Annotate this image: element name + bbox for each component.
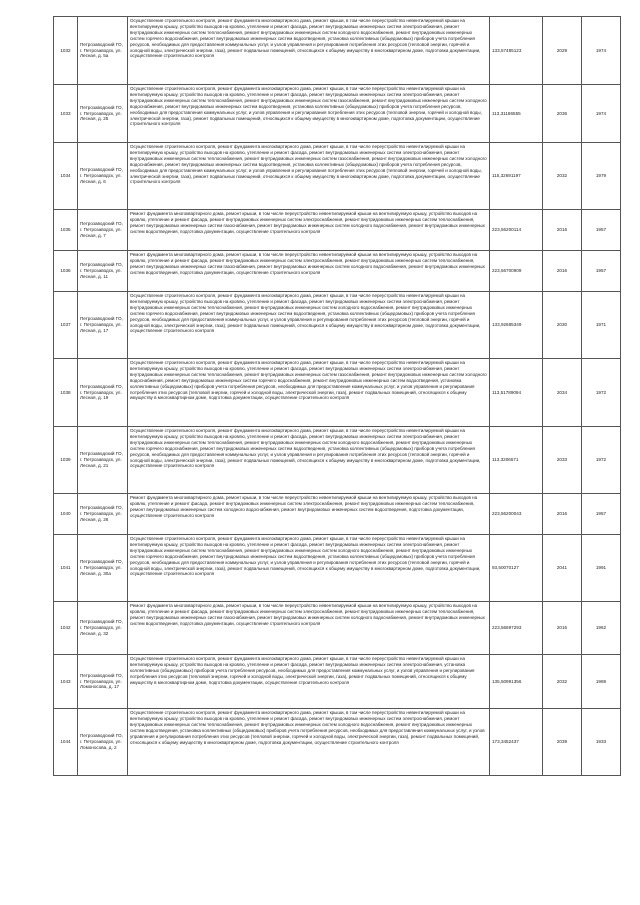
row-year-work: 2034 — [543, 359, 582, 427]
row-year-built: 1957 — [582, 494, 621, 535]
table-row — [54, 535, 621, 602]
row-year-work: 2033 — [543, 427, 582, 494]
row-works: Осуществление строительного контроля, ремонт фундамента многоквартирного дома, ремонт крыши, в том числе переустройство невентилируемой крыши на вентилируемую крышу, устройство выходов на кровлю, утепление и ремонт фасада, ремонт внутридомовых инженерных систем электроснабжения, установка коллективных (общедомовых) приборов учета потребления ресурсов, необходимых для предоставления коммунальных услуг, и узлов управления и регулирования потребления этих ресурсов (тепловой энергии, горячей и холодной воды, электрической энергии, газа), ремонт подвальных помещений, относящихся к общему имуществу в многоквартирном доме, подготовка документации, осуществление строительного контроля — [128, 655, 490, 709]
row-address: Петрозаводский ГО, г. Петрозаводск, ул. Лесная, д. 30а — [78, 535, 128, 602]
table-row — [54, 143, 621, 210]
row-address: Петрозаводский ГО, г. Петрозаводск, ул. Лесная, д. 32 — [78, 602, 128, 655]
row-cost: 223,56700909 — [490, 251, 543, 292]
row-year-work: 2016 — [543, 494, 582, 535]
table-body — [54, 17, 621, 776]
row-number: 1041 — [54, 535, 78, 602]
row-address: Петрозаводский ГО, г. Петрозаводск, ул. Лесная, д. 19 — [78, 359, 128, 427]
table-row — [54, 251, 621, 292]
row-year-work: 2016 — [543, 602, 582, 655]
row-address: Петрозаводский ГО, г. Петрозаводск, ул. Лесная, д. 7 — [78, 210, 128, 251]
row-number: 1034 — [54, 143, 78, 210]
row-works: Осуществление строительного контроля, ремонт фундамента многоквартирного дома, ремонт крыши, в том числе переустройство невентилируемой крыши на вентилируемую крышу, устройство выходов на кровлю, утепление и ремонт фасада, ремонт внутридомовых инженерных систем электроснабжения, ремонт внутридомовых инженерных систем теплоснабжения, ремонт внутридомовых инженерных систем холодного водоснабжения, ремонт внутридомовых инженерных систем горячего водоснабжения, ремонт внутридомовых инженерных систем водоотведения, установка коллективных (общедомовых) приборов учета потребления ресурсов, необходимых для предоставления коммунальных услуг, и узлов управления и регулирования потребления этих ресурсов (тепловой энергии, горячей и холодной воды, электрической энергии, газа), ремонт подвальных помещений, относящихся к общему имуществу в многоквартирном доме, подготовка документации, осуществление строительного контроля — [128, 292, 490, 359]
row-year-work: 2039 — [543, 709, 582, 776]
row-year-built: 1957 — [582, 210, 621, 251]
table-row — [54, 494, 621, 535]
row-year-built: 1971 — [582, 292, 621, 359]
table-row — [54, 17, 621, 85]
row-year-work: 2030 — [543, 292, 582, 359]
row-address: Петрозаводский ГО, г. Петрозаводск, ул. Ломоносова, д. 17 — [78, 655, 128, 709]
row-year-work: 2016 — [543, 210, 582, 251]
row-year-built: 1979 — [582, 143, 621, 210]
row-works: Ремонт фундамента многоквартирного дома, ремонт крыши, в том числе переустройство невентилируемой крыши на вентилируемую крышу, устройство выходов на кровлю, утепление и ремонт фасада, ремонт внутридомовых инженерных систем электроснабжения, ремонт внутридомовых инженерных систем теплоснабжения, ремонт внутридомовых инженерных систем газоснабжения, ремонт внутридомовых инженерных систем холодного водоснабжения, ремонт внутридомовых инженерных систем водоотведения, подготовка документации, осуществление строительного контроля — [128, 210, 490, 251]
row-number: 1040 — [54, 494, 78, 535]
row-works: Осуществление строительного контроля, ремонт фундамента многоквартирного дома, ремонт крыши, в том числе переустройство невентилируемой крыши на вентилируемую крышу, устройство выходов на кровлю, утепление и ремонт фасада, ремонт внутридомовых инженерных систем электроснабжения, ремонт внутридомовых инженерных систем теплоснабжения, ремонт внутридомовых инженерных систем холодного водоснабжения, ремонт внутридомовых инженерных систем горячего водоснабжения, ремонт внутридомовых инженерных систем водоотведения, установка коллективных (общедомовых) приборов учета потребления ресурсов, необходимых для предоставления коммунальных услуг, и узлов управления и регулирования потребления этих ресурсов (тепловой энергии, горячей и холодной воды, электрической энергии, газа), ремонт подвальных помещений, относящихся к общему имуществу в многоквартирном доме, подготовка документации, осуществление строительного контроля — [128, 17, 490, 85]
row-year-built: 1989 — [582, 655, 621, 709]
row-cost: 223,56200114 — [490, 210, 543, 251]
row-year-built: 1974 — [582, 17, 621, 85]
row-year-work: 2036 — [543, 85, 582, 143]
row-number: 1043 — [54, 655, 78, 709]
table-row — [54, 709, 621, 776]
row-number: 1038 — [54, 359, 78, 427]
row-works: Ремонт фундамента многоквартирного дома, ремонт крыши, в том числе переустройство невентилируемой крыши на вентилируемую крышу, устройство выходов на кровлю, утепление и ремонт фасада, ремонт внутридомовых инженерных систем электроснабжения, ремонт внутридомовых инженерных систем теплоснабжения, ремонт внутридомовых инженерных систем холодного водоснабжения, ремонт внутридомовых инженерных систем водоотведения, подготовка документации, осуществление строительного контроля — [128, 494, 490, 535]
table-row — [54, 655, 621, 709]
row-works: Осуществление строительного контроля, ремонт фундамента многоквартирного дома, ремонт крыши, в том числе переустройство невентилируемой крыши на вентилируемую крышу, устройство выходов на кровлю, утепление и ремонт фасада, ремонт внутридомовых инженерных систем электроснабжения, ремонт внутридомовых инженерных систем теплоснабжения, ремонт внутридомовых инженерных систем газоснабжения, ремонт внутридомовых инженерных систем холодного водоснабжения, ремонт внутридомовых инженерных систем водоотведения, установка коллективных (общедомовых) приборов учета потребления ресурсов, необходимых для предоставления коммунальных услуг, и узлов управления и регулирования потребления этих ресурсов (тепловой энергии, горячей и холодной воды, электрической энергии, газа), ремонт подвальных помещений, относящихся к общему имуществу в многоквартирном доме, подготовка документации, осуществление строительного контроля — [128, 85, 490, 143]
row-year-built: 1974 — [582, 85, 621, 143]
table-row — [54, 85, 621, 143]
row-cost: 133,57485123 — [490, 17, 543, 85]
row-address: Петрозаводский ГО, г. Петрозаводск, ул. Лесная, д. 5а — [78, 17, 128, 85]
row-number: 1042 — [54, 602, 78, 655]
row-number: 1035 — [54, 210, 78, 251]
row-year-built: 1991 — [582, 535, 621, 602]
row-cost: 113,31186555 — [490, 85, 543, 143]
row-year-built: 1972 — [582, 359, 621, 427]
row-number: 1044 — [54, 709, 78, 776]
row-works: Осуществление строительного контроля, ремонт фундамента многоквартирного дома, ремонт крыши, в том числе переустройство невентилируемой крыши на вентилируемую крышу, устройство выходов на кровлю, утепление и ремонт фасада, ремонт внутридомовых инженерных систем электроснабжения, ремонт внутридомовых инженерных систем теплоснабжения, ремонт внутридомовых инженерных систем холодного водоснабжения, ремонт внутридомовых инженерных систем горячего водоснабжения, ремонт внутридомовых инженерных систем водоотведения, установка коллективных (общедомовых) приборов учета потребления ресурсов, необходимых для предоставления коммунальных услуг, и узлов управления и регулирования потребления этих ресурсов (тепловой энергии, горячей и холодной воды, электрической энергии, газа), ремонт подвальных помещений, относящихся к общему имуществу в многоквартирном доме, подготовка документации, осуществление строительного контроля — [128, 535, 490, 602]
row-cost: 93,50070127 — [490, 535, 543, 602]
row-cost: 135,50991356 — [490, 655, 543, 709]
row-cost: 113,3206571 — [490, 427, 543, 494]
row-year-work: 2029 — [543, 17, 582, 85]
row-address: Петрозаводский ГО, г. Петрозаводск, ул. Ломоносова, д. 2 — [78, 709, 128, 776]
row-number: 1039 — [54, 427, 78, 494]
row-cost: 115,32691197 — [490, 143, 543, 210]
row-cost: 133,92685349 — [490, 292, 543, 359]
row-number: 1032 — [54, 17, 78, 85]
row-year-built: 1962 — [582, 602, 621, 655]
row-year-work: 2032 — [543, 655, 582, 709]
row-year-built: 1957 — [582, 251, 621, 292]
row-works: Осуществление строительного контроля, ремонт фундамента многоквартирного дома, ремонт крыши, в том числе переустройство невентилируемой крыши на вентилируемую крышу, устройство выходов на кровлю, утепление и ремонт фасада, ремонт внутридомовых инженерных систем электроснабжения, ремонт внутридомовых инженерных систем теплоснабжения, ремонт внутридомовых инженерных систем газоснабжения, ремонт внутридомовых инженерных систем холодного водоснабжения, ремонт внутридомовых инженерных систем водоотведения, установка коллективных (общедомовых) приборов учета потребления ресурсов, необходимых для предоставления коммунальных услуг, и узлов управления и регулирования потребления этих ресурсов (тепловой энергии, горячей и холодной воды, электрической энергии, газа), ремонт подвальных помещений, относящихся к общему имуществу в многоквартирном доме, подготовка документации, осуществление строительного контроля — [128, 143, 490, 210]
table-row — [54, 602, 621, 655]
table-row — [54, 359, 621, 427]
row-works: Осуществление строительного контроля, ремонт фундамента многоквартирного дома, ремонт крыши, в том числе переустройство невентилируемой крыши на вентилируемую крышу, устройство выходов на кровлю, утепление и ремонт фасада, ремонт внутридомовых инженерных систем электроснабжения, ремонт внутридомовых инженерных систем теплоснабжения, ремонт внутридомовых инженерных систем газоснабжения, ремонт внутридомовых инженерных систем холодного водоснабжения, ремонт внутридомовых инженерных систем горячего водоснабжения, ремонт внутридомовых инженерных систем водоотведения, установка коллективных (общедомовых) приборов учета потребления ресурсов, необходимых для предоставления коммунальных услуг, и узлов управления и регулирования потребления этих ресурсов (тепловой энергии, горячей и холодной воды, электрической энергии, газа), ремонт подвальных помещений, относящихся к общему имуществу в многоквартирном доме, подготовка документации, осуществление строительного контроля — [128, 359, 490, 427]
row-number: 1033 — [54, 85, 78, 143]
row-address: Петрозаводский ГО, г. Петрозаводск, ул. Лесная, д. 6 — [78, 143, 128, 210]
table-row — [54, 427, 621, 494]
row-year-work: 2016 — [543, 251, 582, 292]
row-year-built: 1933 — [582, 709, 621, 776]
row-number: 1037 — [54, 292, 78, 359]
row-year-work: 2032 — [543, 143, 582, 210]
row-year-built: 1972 — [582, 427, 621, 494]
row-cost: 223,56200043 — [490, 494, 543, 535]
row-works: Ремонт фундамента многоквартирного дома, ремонт крыши, в том числе переустройство невентилируемой крыши на вентилируемую крышу, устройство выходов на кровлю, утепление и ремонт фасада, ремонт внутридомовых инженерных систем электроснабжения, ремонт внутридомовых инженерных систем теплоснабжения, ремонт внутридомовых инженерных систем газоснабжения, ремонт внутридомовых инженерных систем холодного водоснабжения, ремонт внутридомовых инженерных систем водоотведения, подготовка документации, осуществление строительного контроля — [128, 251, 490, 292]
row-address: Петрозаводский ГО, г. Петрозаводск, ул. Лесная, д. 21 — [78, 427, 128, 494]
row-cost: 173,3452437 — [490, 709, 543, 776]
row-works: Осуществление строительного контроля, ремонт фундамента многоквартирного дома, ремонт крыши, в том числе переустройство невентилируемой крыши на вентилируемую крышу, устройство выходов на кровлю, утепление и ремонт фасада, ремонт внутридомовых инженерных систем электроснабжения, ремонт внутридомовых инженерных систем теплоснабжения, ремонт внутридомовых инженерных систем холодного водоснабжения, ремонт внутридомовых инженерных систем горячего водоснабжения, ремонт внутридомовых инженерных систем водоотведения, установка коллективных (общедомовых) приборов учета потребления ресурсов, необходимых для предоставления коммунальных услуг, и узлов управления и регулирования потребления этих ресурсов (тепловой энергии, горячей и холодной воды, электрической энергии, газа), ремонт подвальных помещений, относящихся к общему имуществу в многоквартирном доме, подготовка документации, осуществление строительного контроля — [128, 427, 490, 494]
row-number: 1036 — [54, 251, 78, 292]
row-cost: 113,51789094 — [490, 359, 543, 427]
table-row — [54, 292, 621, 359]
capital-repair-table — [53, 16, 621, 776]
row-address: Петрозаводский ГО, г. Петрозаводск, ул. Лесная, д. 11 — [78, 251, 128, 292]
row-address: Петрозаводский ГО, г. Петрозаводск, ул. Лесная, д. 17 — [78, 292, 128, 359]
row-address: Петрозаводский ГО, г. Петрозаводск, ул. Лесная, д. 26 — [78, 494, 128, 535]
row-year-work: 2041 — [543, 535, 582, 602]
row-works: Осуществление строительного контроля, ремонт фундамента многоквартирного дома, ремонт крыши, в том числе переустройство невентилируемой крыши на вентилируемую крышу, устройство выходов на кровлю, утепление и ремонт фасада, ремонт внутридомовых инженерных систем электроснабжения, ремонт внутридомовых инженерных систем теплоснабжения, ремонт внутридомовых инженерных систем холодного водоснабжения, ремонт внутридомовых инженерных систем водоотведения, установка коллективных (общедомовых) приборов учета потребления ресурсов, необходимых для предоставления коммунальных услуг, и узлов управления и регулирования потребления этих ресурсов (тепловой энергии, горячей и холодной воды, электрической энергии, газа), ремонт подвальных помещений, относящихся к общему имуществу в многоквартирном доме, подготовка документации, осуществление строительного контроля — [128, 709, 490, 776]
row-works: Ремонт фундамента многоквартирного дома, ремонт крыши, в том числе переустройство невентилируемой крыши на вентилируемую крышу, устройство выходов на кровлю, утепление и ремонт фасада, ремонт внутридомовых инженерных систем электроснабжения, ремонт внутридомовых инженерных систем теплоснабжения, ремонт внутридомовых инженерных систем газоснабжения, ремонт внутридомовых инженерных систем холодного водоснабжения, ремонт внутридомовых инженерных систем водоотведения, подготовка документации, осуществление строительного контроля — [128, 602, 490, 655]
table-row — [54, 210, 621, 251]
row-address: Петрозаводский ГО, г. Петрозаводск, ул. Лесная, д. 25 — [78, 85, 128, 143]
row-cost: 223,56697293 — [490, 602, 543, 655]
